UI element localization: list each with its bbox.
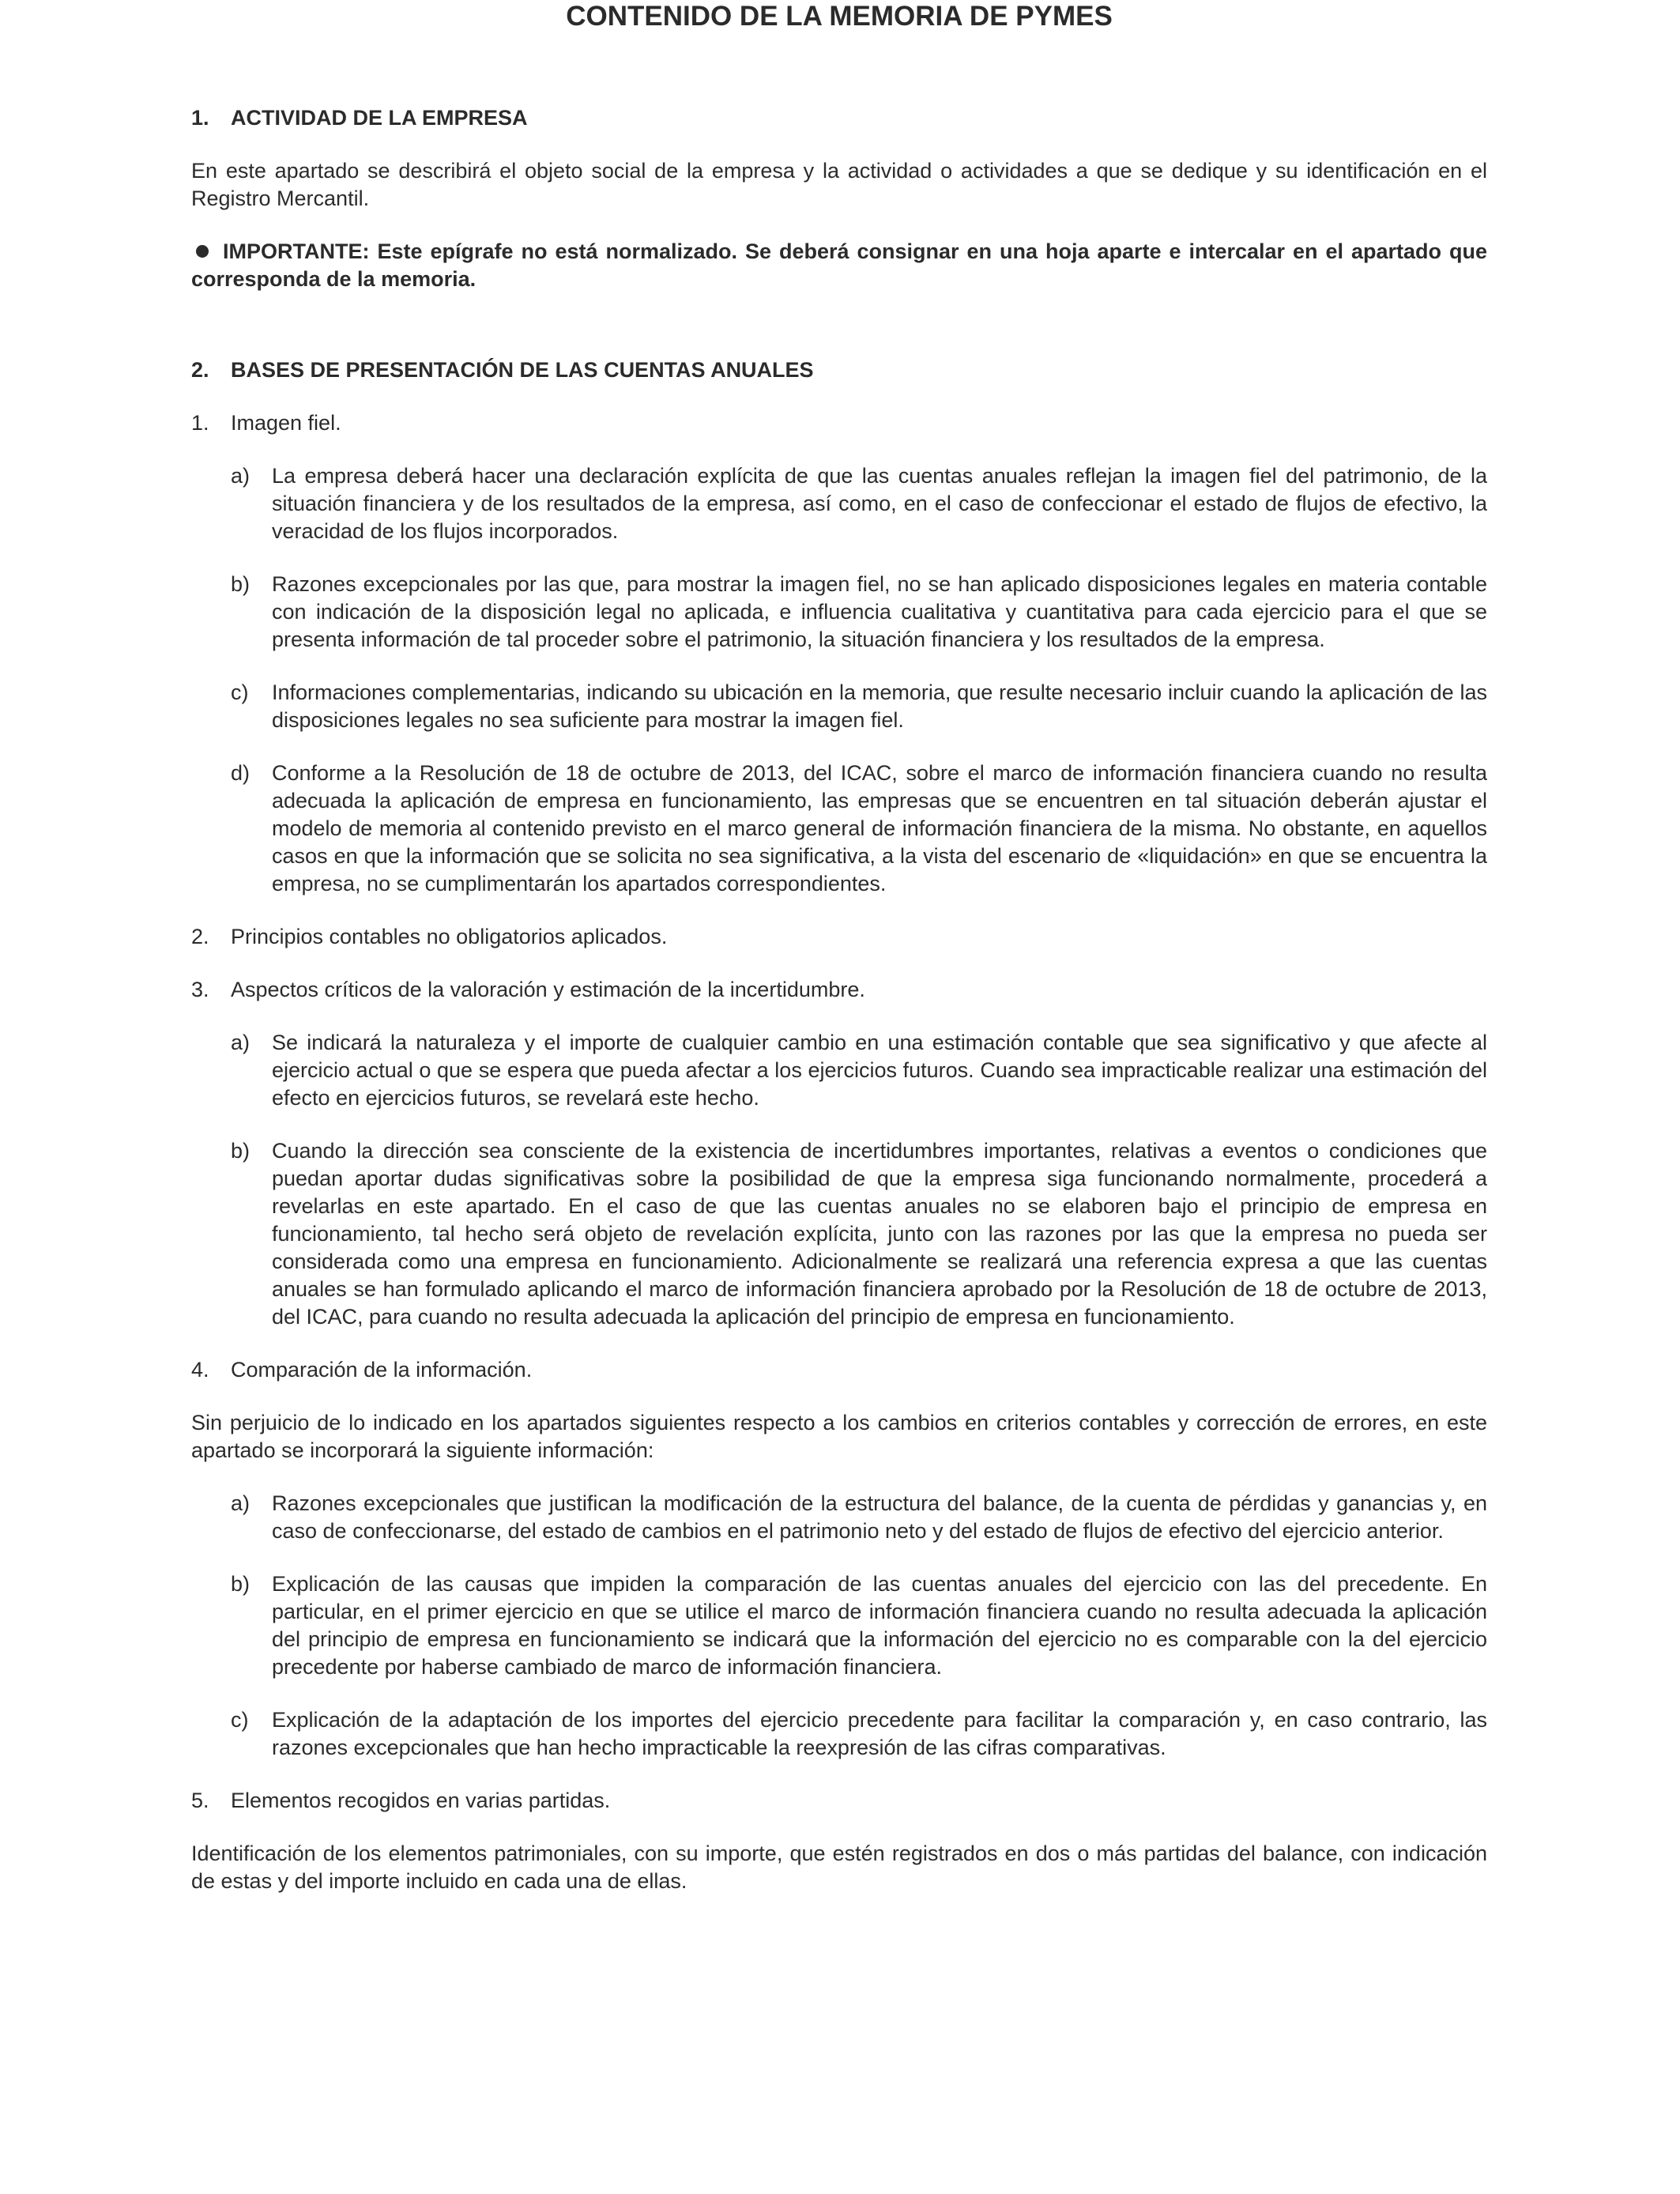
- sub-item-text: Se indicará la naturaleza y el importe de cualquier cambio en una estimación contable que sea significativo y que afecte al ejercicio actual o que se espera que pueda afectar a los ejercicios futuros. Cuando sea impracticable realizar una estimación del efecto en ejercicios futuros, se revelará este hecho.: [272, 1031, 1487, 1110]
- list-item: [191, 1787, 1487, 1815]
- section-2-title: BASES DE PRESENTACIÓN DE LAS CUENTAS ANUALES: [231, 358, 814, 382]
- sub-item-text: La empresa deberá hacer una declaración explícita de que las cuentas anuales reflejan la imagen fiel del patrimonio, de la situación financiera y de los resultados de la empresa, así como, en el caso de confeccionar el estado de flujos de efectivo, la veracidad de los flujos incorporados.: [272, 464, 1487, 543]
- item-number: 2.: [191, 925, 209, 948]
- list-item: [191, 976, 1487, 1004]
- page-title: CONTENIDO DE LA MEMORIA DE PYMES: [566, 1, 1113, 32]
- sub-item-letter: c): [231, 680, 249, 704]
- sub-item: [231, 1490, 1487, 1545]
- item-number: 5.: [191, 1789, 209, 1812]
- sub-item-letter: b): [231, 1139, 250, 1163]
- sub-item: [231, 571, 1487, 654]
- sub-item-text: Cuando la dirección sea consciente de la existencia de incertidumbres importantes, relativas a eventos o condiciones que puedan aportar dudas significativas sobre la posibilidad de que la empresa siga funcionando normalmente, procederá a revelarlas en este apartado. En el caso de que las cuentas anuales no se elaboren bajo el principio de empresa en funcionamiento, tal hecho será objeto de revelación explícita, junto con las razones por las que la empresa no pueda ser considerada como una empresa en funcionamiento. Adicionalmente se realizará una referencia expresa a que las cuentas anuales se han formulado aplicando el marco de información financiera aprobado por la Resolución de 18 de octubre de 2013, del ICAC, para cuando no resulta adecuada la aplicación del principio de empresa en funcionamiento.: [272, 1139, 1487, 1329]
- item-text: Principios contables no obligatorios aplicados.: [231, 925, 668, 948]
- sub-item-letter: b): [231, 1572, 250, 1596]
- sub-item-letter: a): [231, 1031, 250, 1054]
- sub-item: [231, 679, 1487, 734]
- sub-item-letter: c): [231, 1708, 249, 1732]
- sub-item: [231, 1029, 1487, 1112]
- sub-item-text: Razones excepcionales por las que, para mostrar la imagen fiel, no se han aplicado disposiciones legales en materia contable con indicación de la disposición legal no aplicada, e influencia cualitativa y cuantitativa para cada ejercicio para el que se presenta información de tal proceder sobre el patrimonio, la situación financiera y los resultados de la empresa.: [272, 572, 1487, 651]
- important-note: [191, 238, 1487, 293]
- item-text: Elementos recogidos en varias partidas.: [231, 1789, 611, 1812]
- section-1-number: 1.: [191, 106, 209, 130]
- sub-item: [231, 760, 1487, 898]
- item-text: Comparación de la información.: [231, 1358, 533, 1382]
- list-item: [191, 923, 1487, 951]
- document-content: [191, 104, 1487, 1895]
- item-text: Imagen fiel.: [231, 411, 341, 435]
- bullet-icon: [196, 245, 209, 258]
- item-number: 4.: [191, 1358, 209, 1382]
- sub-item-letter: d): [231, 761, 250, 785]
- sub-item-text: Informaciones complementarias, indicando su ubicación en la memoria, que resulte necesario incluir cuando la aplicación de las disposiciones legales no sea suficiente para mostrar la imagen fiel.: [272, 680, 1487, 732]
- item-intro-paragraph: Sin perjuicio de lo indicado en los apartados siguientes respecto a los cambios en criterios contables y corrección de errores, en este apartado se incorporará la siguiente información:: [191, 1411, 1487, 1462]
- item-number: 3.: [191, 978, 209, 1001]
- sub-item: [231, 1570, 1487, 1681]
- section-1-paragraph: En este apartado se describirá el objeto social de la empresa y la actividad o actividades a que se dedique y su identificación en el Registro Mercantil.: [191, 159, 1487, 210]
- section-1-title: ACTIVIDAD DE LA EMPRESA: [231, 106, 528, 130]
- important-note-text: IMPORTANTE: Este epígrafe no está normalizado. Se deberá consignar en una hoja aparte e intercalar en el apartado que corresponda de la memoria.: [191, 239, 1487, 291]
- sub-item-text: Explicación de la adaptación de los importes del ejercicio precedente para facilitar la comparación y, en caso contrario, las razones excepcionales que han hecho impracticable la reexpresión de las cifras comparativas.: [272, 1708, 1487, 1759]
- section-2-heading: [191, 356, 1487, 384]
- section-1-heading: [191, 104, 1487, 132]
- sub-item-text: Conforme a la Resolución de 18 de octubre de 2013, del ICAC, sobre el marco de información financiera cuando no resulta adecuada la aplicación de empresa en funcionamiento, las empresas que se encuentren en tal situación deberán ajustar el modelo de memoria al contenido previsto en el marco general de información financiera de la misma. No obstante, en aquellos casos en que la información que se solicita no sea significativa, a la vista del escenario de «liquidación» en que se encuentra la empresa, no se cumplimentarán los apartados correspondientes.: [272, 761, 1487, 895]
- list-item: [191, 409, 1487, 437]
- item-intro-paragraph: Identificación de los elementos patrimoniales, con su importe, que estén registrados en dos o más partidas del balance, con indicación de estas y del importe incluido en cada una de ellas.: [191, 1842, 1487, 1893]
- sub-item-text: Razones excepcionales que justifican la modificación de la estructura del balance, de la cuenta de pérdidas y ganancias y, en caso de confeccionarse, del estado de cambios en el patrimonio neto y del estado de flujos de efectivo del ejercicio anterior.: [272, 1491, 1487, 1543]
- sub-item-letter: a): [231, 1491, 250, 1515]
- sub-item: [231, 1137, 1487, 1331]
- section-2-number: 2.: [191, 358, 209, 382]
- sub-item: [231, 1706, 1487, 1762]
- sub-item-letter: a): [231, 464, 250, 488]
- list-item: [191, 1356, 1487, 1384]
- sub-item-text: Explicación de las causas que impiden la comparación de las cuentas anuales del ejercicio con las del precedente. En particular, en el primer ejercicio en que se utilice el marco de información financiera cuando no resulta adecuada la aplicación del principio de empresa en funcionamiento se indicará que la información del ejercicio no es comparable con la del ejercicio precedente por haberse cambiado de marco de información financiera.: [272, 1572, 1487, 1679]
- sub-item: [231, 462, 1487, 545]
- item-number: 1.: [191, 411, 209, 435]
- item-text: Aspectos críticos de la valoración y estimación de la incertidumbre.: [231, 978, 865, 1001]
- sub-item-letter: b): [231, 572, 250, 596]
